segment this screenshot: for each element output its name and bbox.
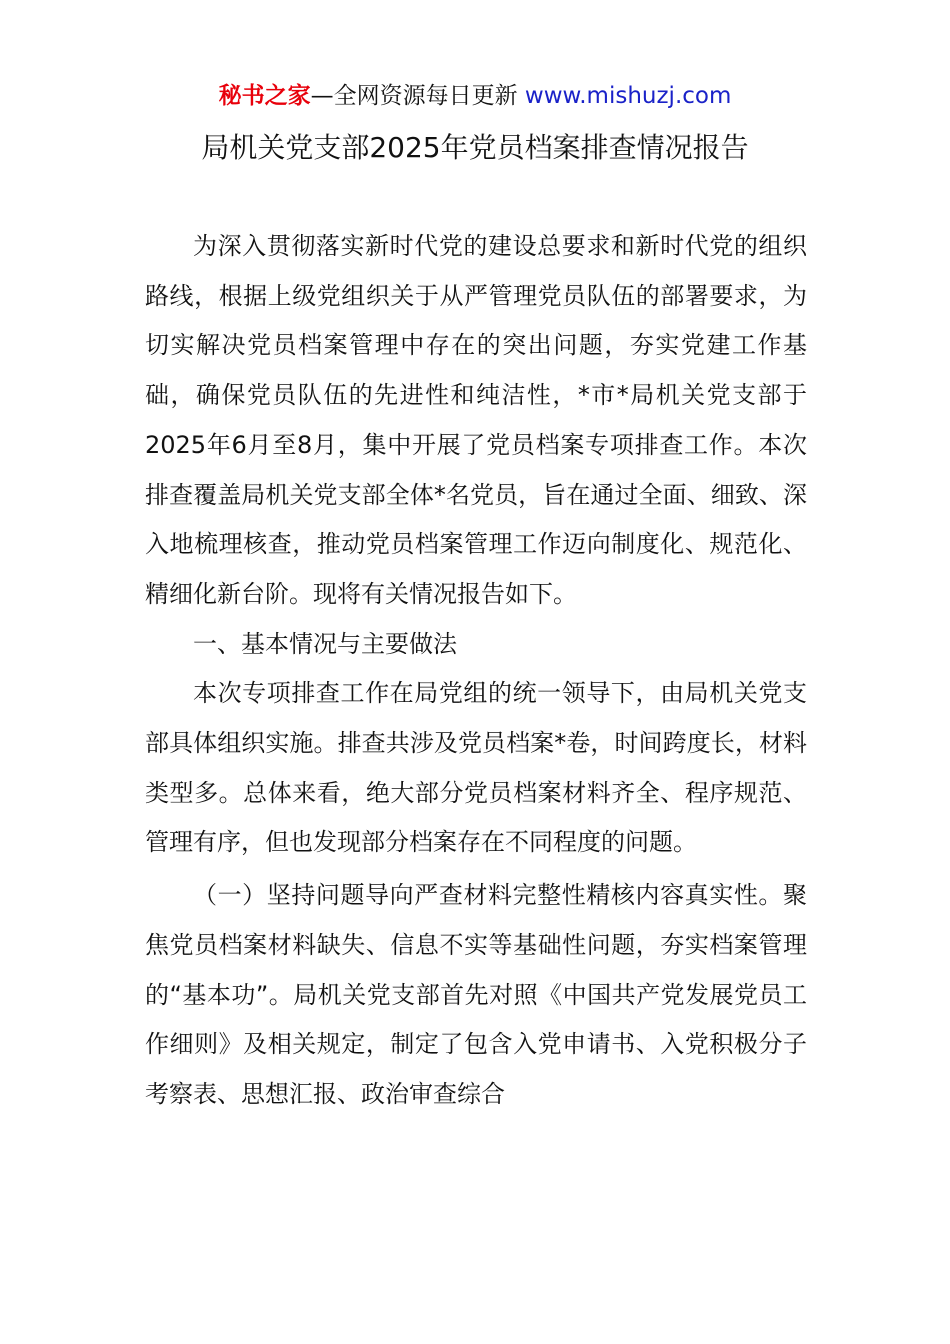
brand-name: 秘书之家 (218, 83, 311, 109)
subsection-paragraph: （一）坚持问题导向严查材料完整性精核内容真实性。聚焦党员档案材料缺失、信息不实等基础性问题，夯实档案管理的“基本功”。局机关党支部首先对照《中国共产党发展党员工作细则》及相关规定，制定了包含入党申请书、入党积极分子考察表、思想汇报、政治审查综合 (145, 881, 807, 1108)
site-url[interactable]: www.mishuzj.com (524, 83, 732, 109)
intro-paragraph: 为深入贯彻落实新时代党的建设总要求和新时代党的组织路线，根据上级党组织关于从严管理党员队伍的部署要求，为切实解决党员档案管理中存在的突出问题，夯实党建工作基础，确保党员队伍的先进性和纯洁性，*市*局机关党支部于2025年6月至8月，集中开展了党员档案专项排查工作。本次排查覆盖局机关党支部全体*名党员，旨在通过全面、细致、深入地梳理核查，推动党员档案管理工作迈向制度化、规范化、精细化新台阶。现将有关情况报告如下。 (145, 232, 807, 608)
section-heading: 一、基本情况与主要做法 (193, 629, 457, 658)
overview-paragraph: 本次专项排查工作在局党组的统一领导下，由局机关党支部具体组织实施。排查共涉及党员档案*卷，时间跨度长，材料类型多。总体来看，绝大部分党员档案材料齐全、程序规范、管理有序，但也发现部分档案存在不同程度的问题。 (145, 679, 807, 857)
header-tagline: —全网资源每日更新 (310, 83, 525, 109)
site-header (0, 80, 950, 112)
document-title: 局机关党支部2025年党员档案排查情况报告 (201, 131, 749, 164)
document-body (145, 222, 807, 1120)
